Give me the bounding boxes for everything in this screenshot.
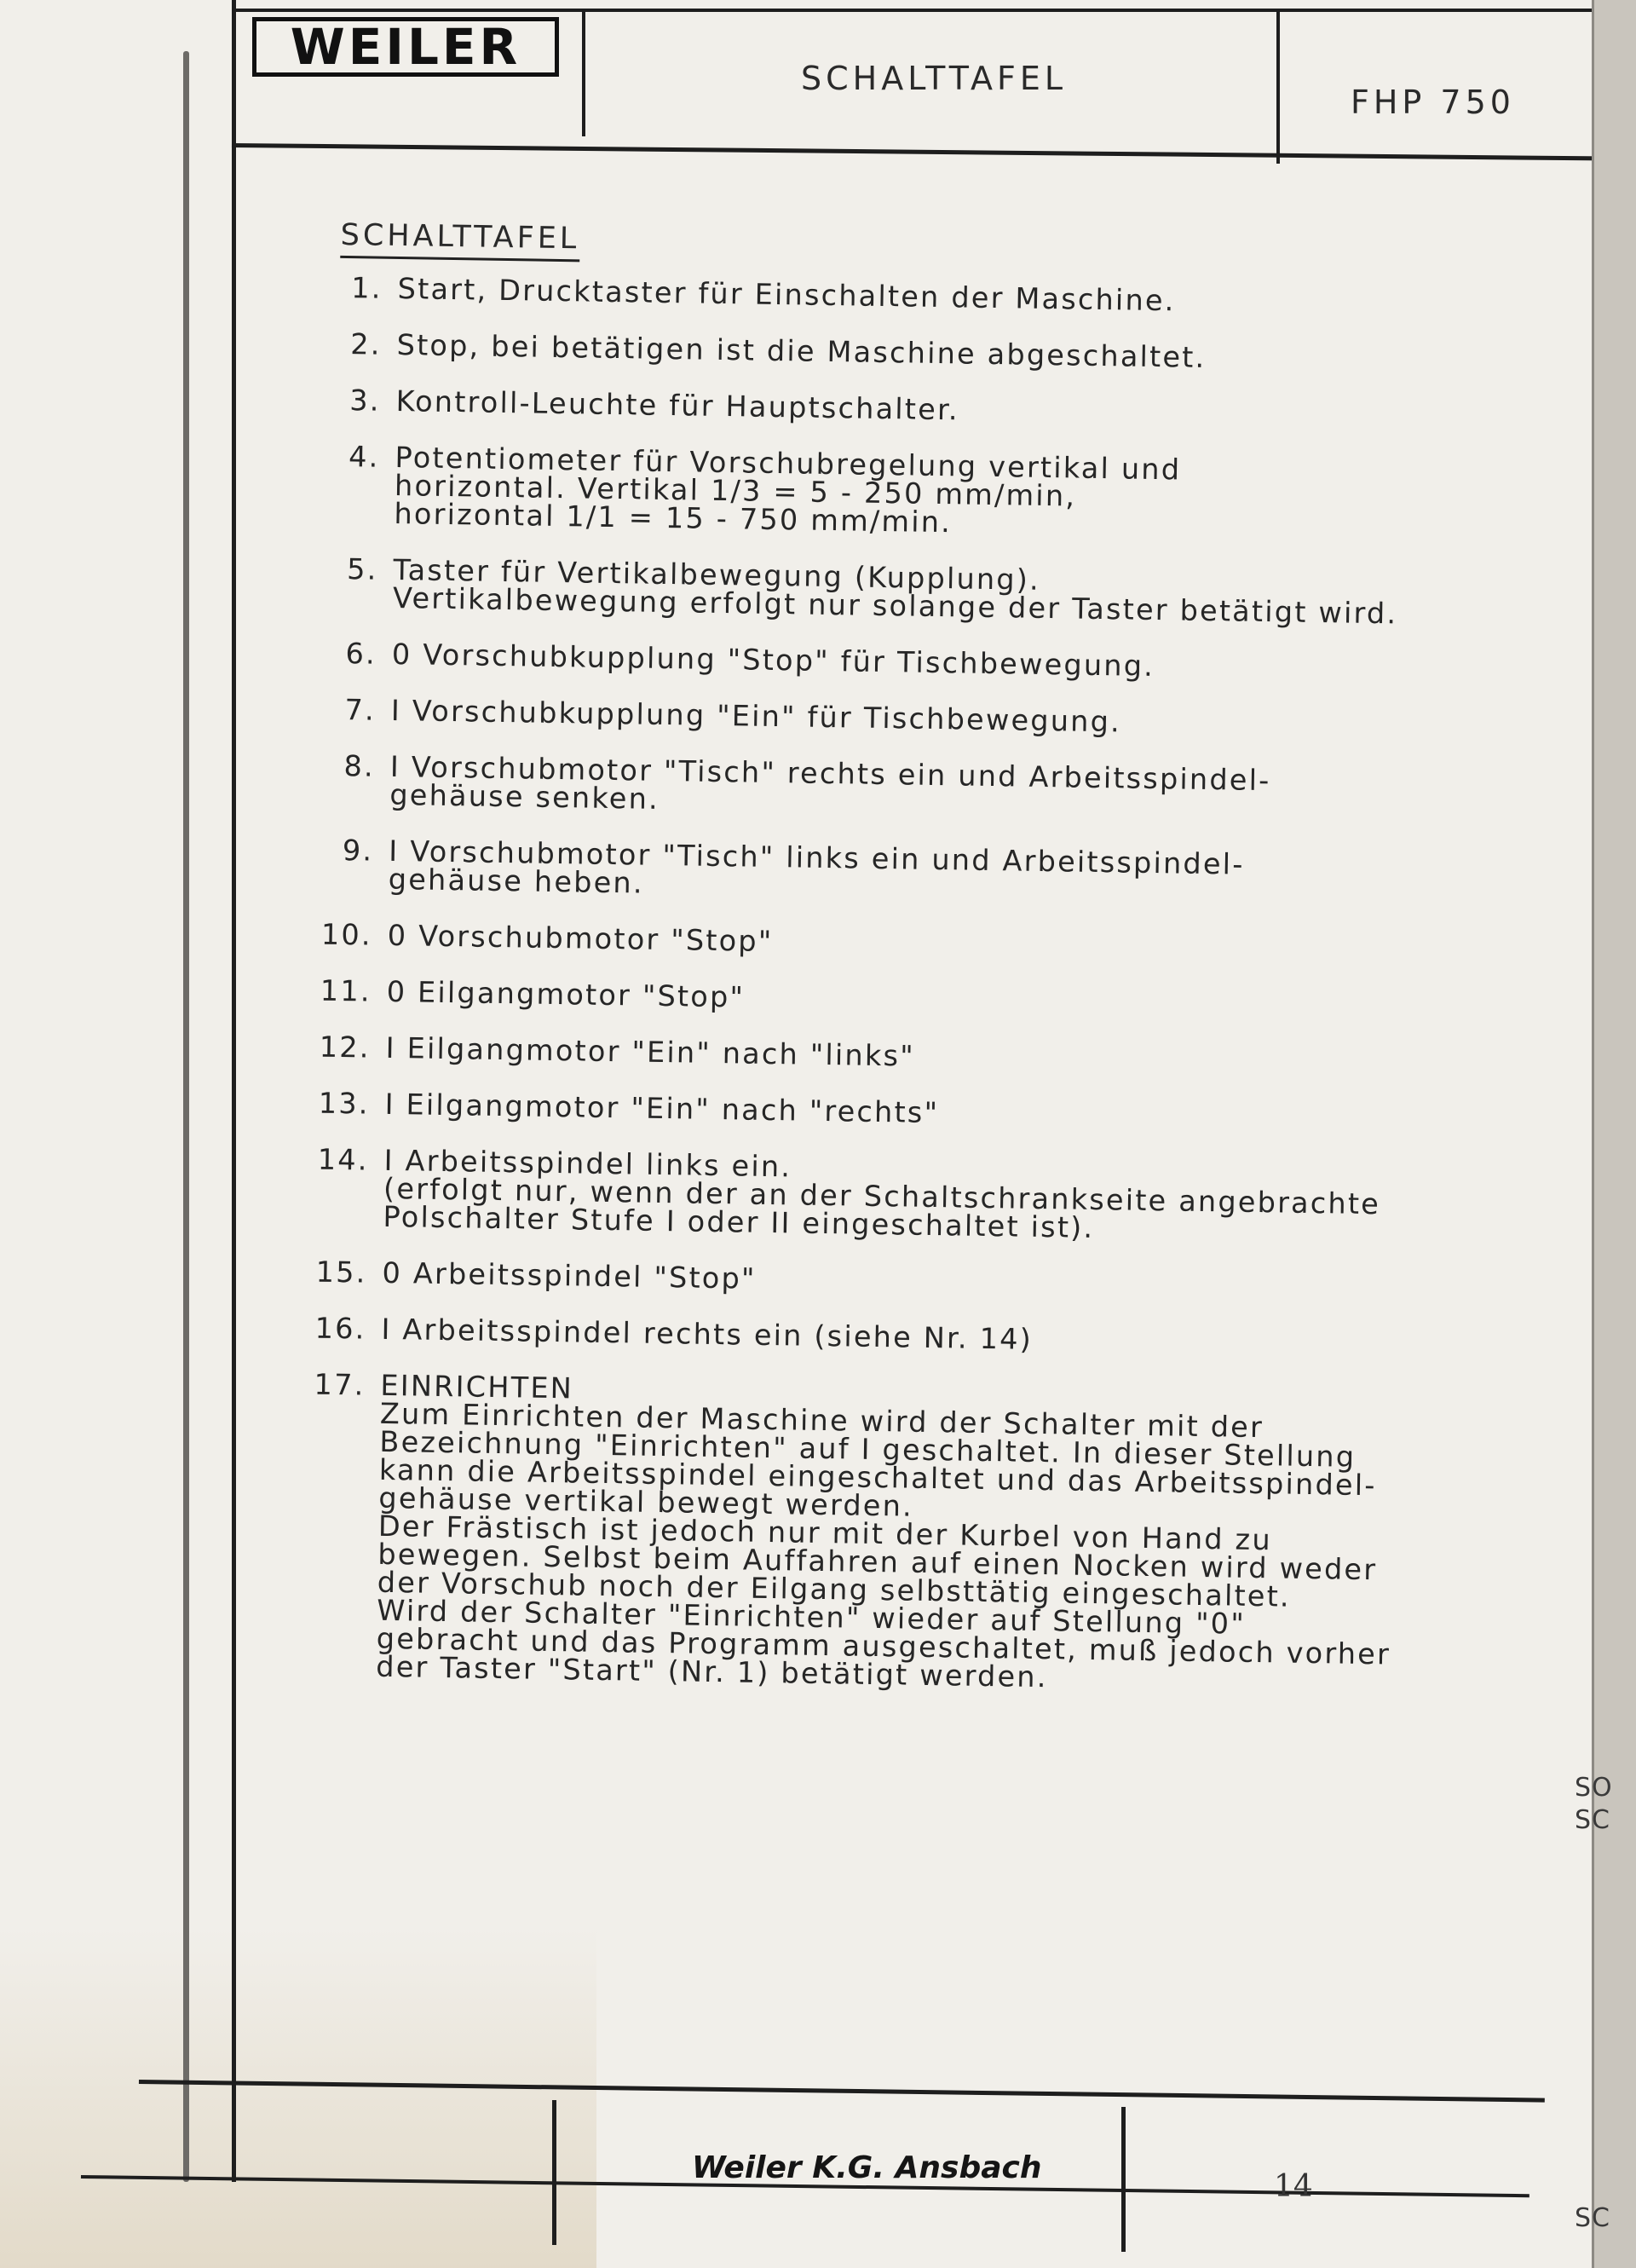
list-item [278,973,1505,1024]
list-item [274,1142,1501,1249]
weiler-logo [252,17,559,77]
model-code: FHP 750 [1351,84,1515,121]
item-text: I Eilgangmotor "Ein" nach "links" [385,1030,916,1073]
edge-text-fragment: SC [1575,2203,1610,2233]
item-text: 0 Arbeitsspindel "Stop" [382,1255,757,1296]
page-number: 14 [1274,2169,1313,2204]
list-item [280,751,1508,827]
edge-text-fragment: SC [1575,1805,1610,1835]
item-text: I Arbeitsspindel links ein. (erfolgt nur, wenn der an der Schaltschrankseite angebrachte Polschalter Stufe I oder II eingeschaltet ist). [383,1143,1381,1244]
item-text: Kontroll-Leuchte für Hauptschalter. [395,384,960,427]
content-area [267,217,1517,1726]
item-number: 17. [314,1367,366,1402]
item-text: Stop, bei betätigen ist die Maschine abgeschaltet. [396,327,1207,374]
item-number: 15. [315,1255,367,1290]
item-text: 0 Vorschubmotor "Stop" [387,918,774,959]
header-top-rule [232,9,1600,12]
item-number: 9. [342,834,374,868]
item-number: 12. [319,1030,372,1065]
binding-shadow [183,51,189,2182]
header-divider-left [582,9,585,136]
list-item [288,273,1515,320]
list-item [285,441,1512,545]
list-item [284,554,1512,630]
header-divider-right [1276,9,1280,164]
list-item [272,1313,1499,1361]
list-item [276,1032,1503,1080]
item-number: 14. [317,1142,369,1177]
item-text: 0 Eilgangmotor "Stop" [386,974,746,1014]
item-text: I Vorschubmotor "Tisch" rechts ein und Arbeitsspindel- gehäuse senken. [389,749,1271,816]
list-item [286,385,1513,433]
list-item [273,1257,1500,1305]
list-item [275,1088,1502,1136]
item-text: Potentiometer für Vorschubregelung vertikal und horizontal. Vertikal 1/3 = 5 - 250 mm/min, horizontal 1/1 = 15 - 750 mm/min. [394,440,1182,540]
item-text: EINRICHTEN Zum Einrichten der Maschine wird der Schalter mit der Bezeichnung "Einrichten" auf I geschaltet. In dieser Stellung kann die Arbeitsspindel eingeschaltet und das Arbeitsspindel- gehäuse vertikal bewegt werden. Der Frästisch ist jedoch nur mit der Kurbel von Hand zu bewegen. Selbst beim Auffahren auf einen Nocken wird weder der Vorschub noch der Eilgang selbsttätig eingeschaltet. Wird der Schalter "Einrichten" wieder auf Stellung "0" gebracht und das Programm ausgeschaltet, muß jedoch vorher der Taster "Start" (Nr. 1) betätigt werden. [375,1368,1391,1694]
footer-company: Weiler K.G. Ansbach [692,2150,1042,2185]
item-text: Taster für Vertikalbewegung (Kupplung). Vertikalbewegung erfolgt nur solange der Taster betätigt wird. [392,552,1398,631]
item-number: 5. [346,552,378,586]
item-text: Start, Drucktaster für Einschalten der Maschine. [397,272,1176,318]
item-text: I Vorschubmotor "Tisch" links ein und Arbeitsspindel- gehäuse heben. [388,834,1245,900]
item-text: I Vorschubkupplung "Ein" für Tischbewegung. [390,693,1122,739]
item-text: 0 Vorschubkupplung "Stop" für Tischbewegung. [391,637,1155,684]
footer-divider-right [1121,2107,1126,2252]
list-item [267,1367,1499,1699]
item-text: I Arbeitsspindel rechts ein (siehe Nr. 14) [381,1312,1034,1356]
item-number: 2. [349,327,382,361]
instruction-list [267,273,1516,1698]
item-number: 3. [349,384,381,418]
footer-divider-left [552,2100,556,2245]
adjacent-page-edge [1592,0,1636,2268]
section-title: SCHALTTAFEL [340,218,579,262]
edge-text-fragment: SO [1575,1773,1613,1803]
list-item [287,329,1514,377]
list-item [279,835,1507,911]
item-number: 11. [320,973,372,1008]
header-title: SCHALTTAFEL [801,60,1068,97]
item-number: 13. [318,1086,370,1121]
item-number: 4. [348,440,380,474]
list-item [282,695,1509,742]
item-number: 10. [320,917,373,952]
item-number: 7. [344,693,377,727]
item-number: 6. [345,637,377,671]
item-text: I Eilgangmotor "Ein" nach "rechts" [384,1087,940,1130]
logo-text: WEILER [290,18,521,76]
item-number: 16. [314,1311,366,1346]
item-number: 8. [343,749,376,783]
list-item [279,917,1506,967]
list-item [283,638,1510,686]
item-number: 1. [351,271,383,305]
